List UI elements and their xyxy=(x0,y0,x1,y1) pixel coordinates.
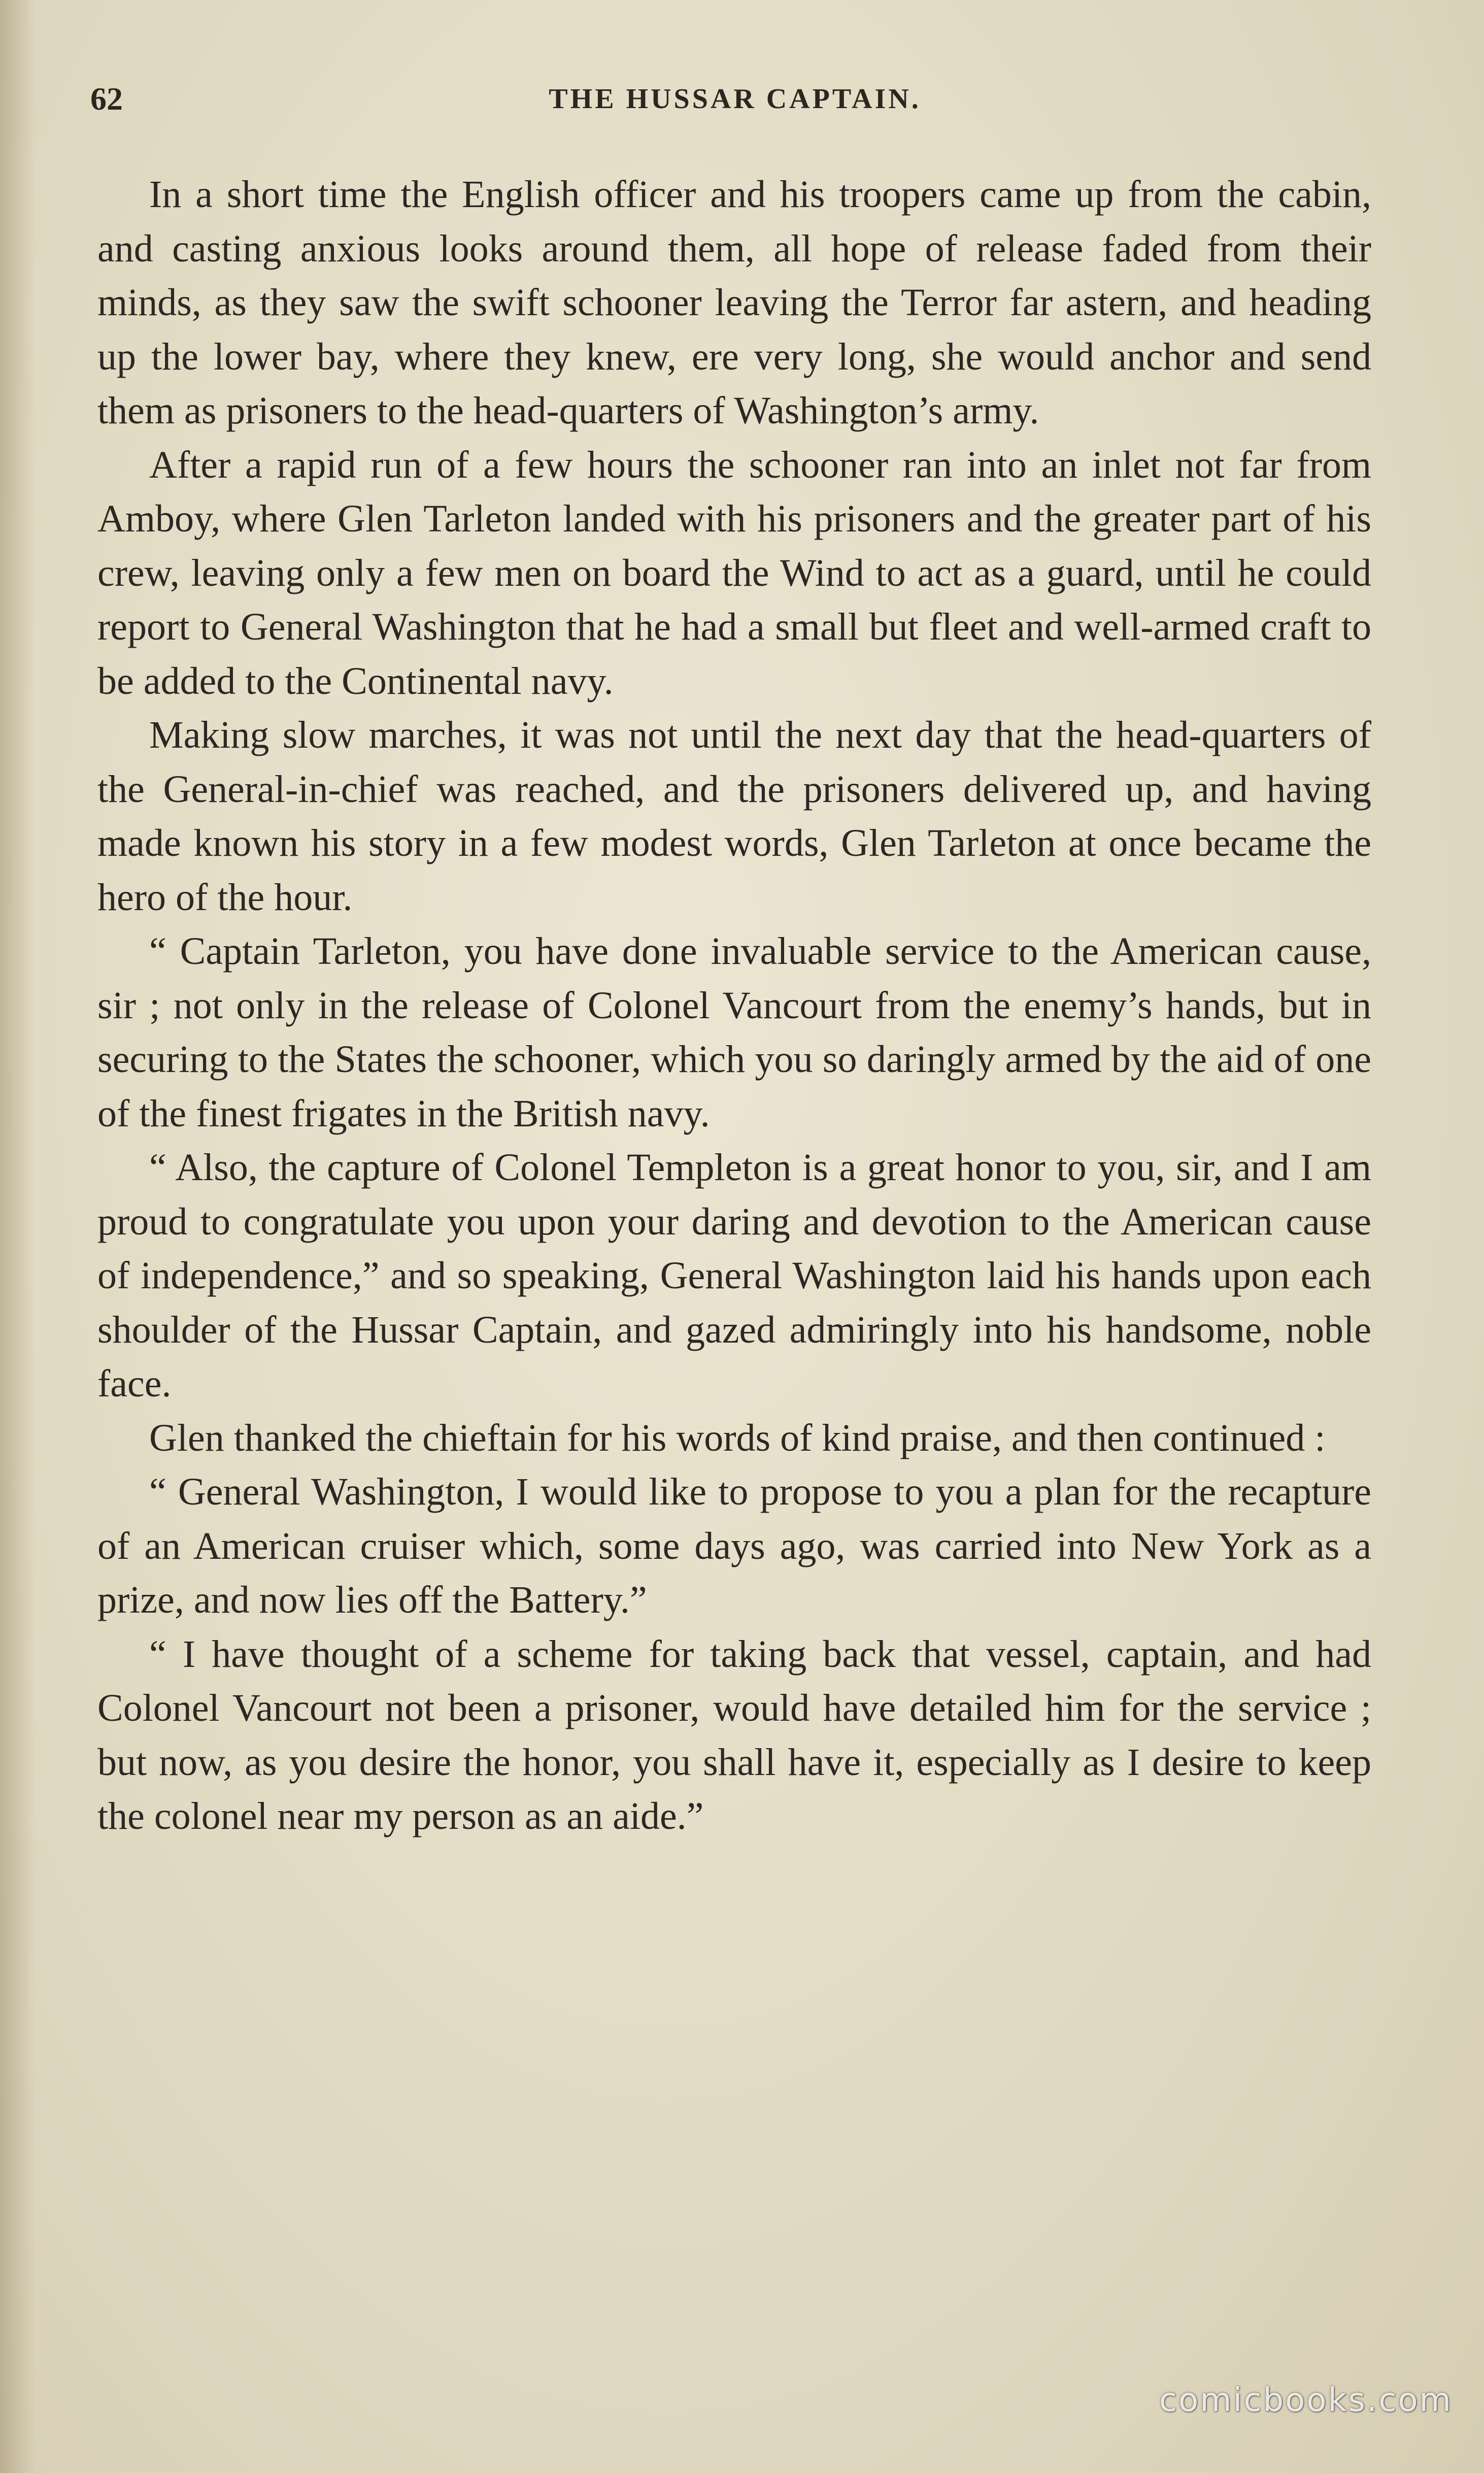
running-head: THE HUSSAR CAPTAIN. xyxy=(549,83,921,115)
paragraph: “ General Washington, I would like to propose to you a plan for the recapture of an American cruiser which, some days ago, was carried into New York as a prize, and now lies off the Battery.” xyxy=(97,1471,1371,1621)
paragraph: “ Captain Tarleton, you have done invaluable service to the American cause, sir ; not only in the release of Colonel Vancourt from the enemy’s hands, but in securing to the States the schooner, which you so daringly armed by the aid of one of the finest frigates in the British navy. xyxy=(97,930,1371,1135)
paragraph: “ Also, the capture of Colonel Templeton is a great honor to you, sir, and I am proud to congratulate you upon your daring and devotion to the American cause of independence,” and so speaking, General Washington laid his hands upon each shoulder of the Hussar Captain, and gazed admiringly into his handsome, noble face. xyxy=(97,1146,1371,1405)
paragraph: “ I have thought of a scheme for taking back that vessel, captain, and had Colonel Vancourt not been a prisoner, would have detailed him for the service ; but now, as you desire the honor, you shall have it, especially as I desire to keep the colonel near my person as an aide.” xyxy=(97,1632,1371,1837)
page-gutter-shadow xyxy=(0,0,36,2473)
watermark: comicbooks.com xyxy=(1159,2382,1453,2419)
paragraph: In a short time the English officer and his troopers came up from the cabin, and casting anxious looks around them, all hope of release faded from their minds, as they saw the swift schooner leaving the Terror far astern, and heading up the lower bay, where they knew, ere very long, she would anchor and send them as prisoners to the head-quarters of Washington’s army. xyxy=(97,173,1371,432)
paragraph: Glen thanked the chieftain for his words of kind praise, and then continued : xyxy=(149,1416,1326,1459)
page-number: 62 xyxy=(90,81,123,117)
paragraph: After a rapid run of a few hours the schooner ran into an inlet not far from Amboy, where Glen Tarleton landed with his prisoners and the greater part of his crew, leaving only a few men on board the Wind to act as a guard, until he could report to General Washington that he had a small but fleet and well-armed craft to be added to the Continental navy. xyxy=(97,443,1371,703)
body-text xyxy=(97,168,1371,1844)
page-header xyxy=(90,76,1379,122)
paragraph: Making slow marches, it was not until the next day that the head-quarters of the General-in-chief was reached, and the prisoners delivered up, and having made known his story in a few modest words, Glen Tarleton at once became the hero of the hour. xyxy=(97,714,1371,919)
